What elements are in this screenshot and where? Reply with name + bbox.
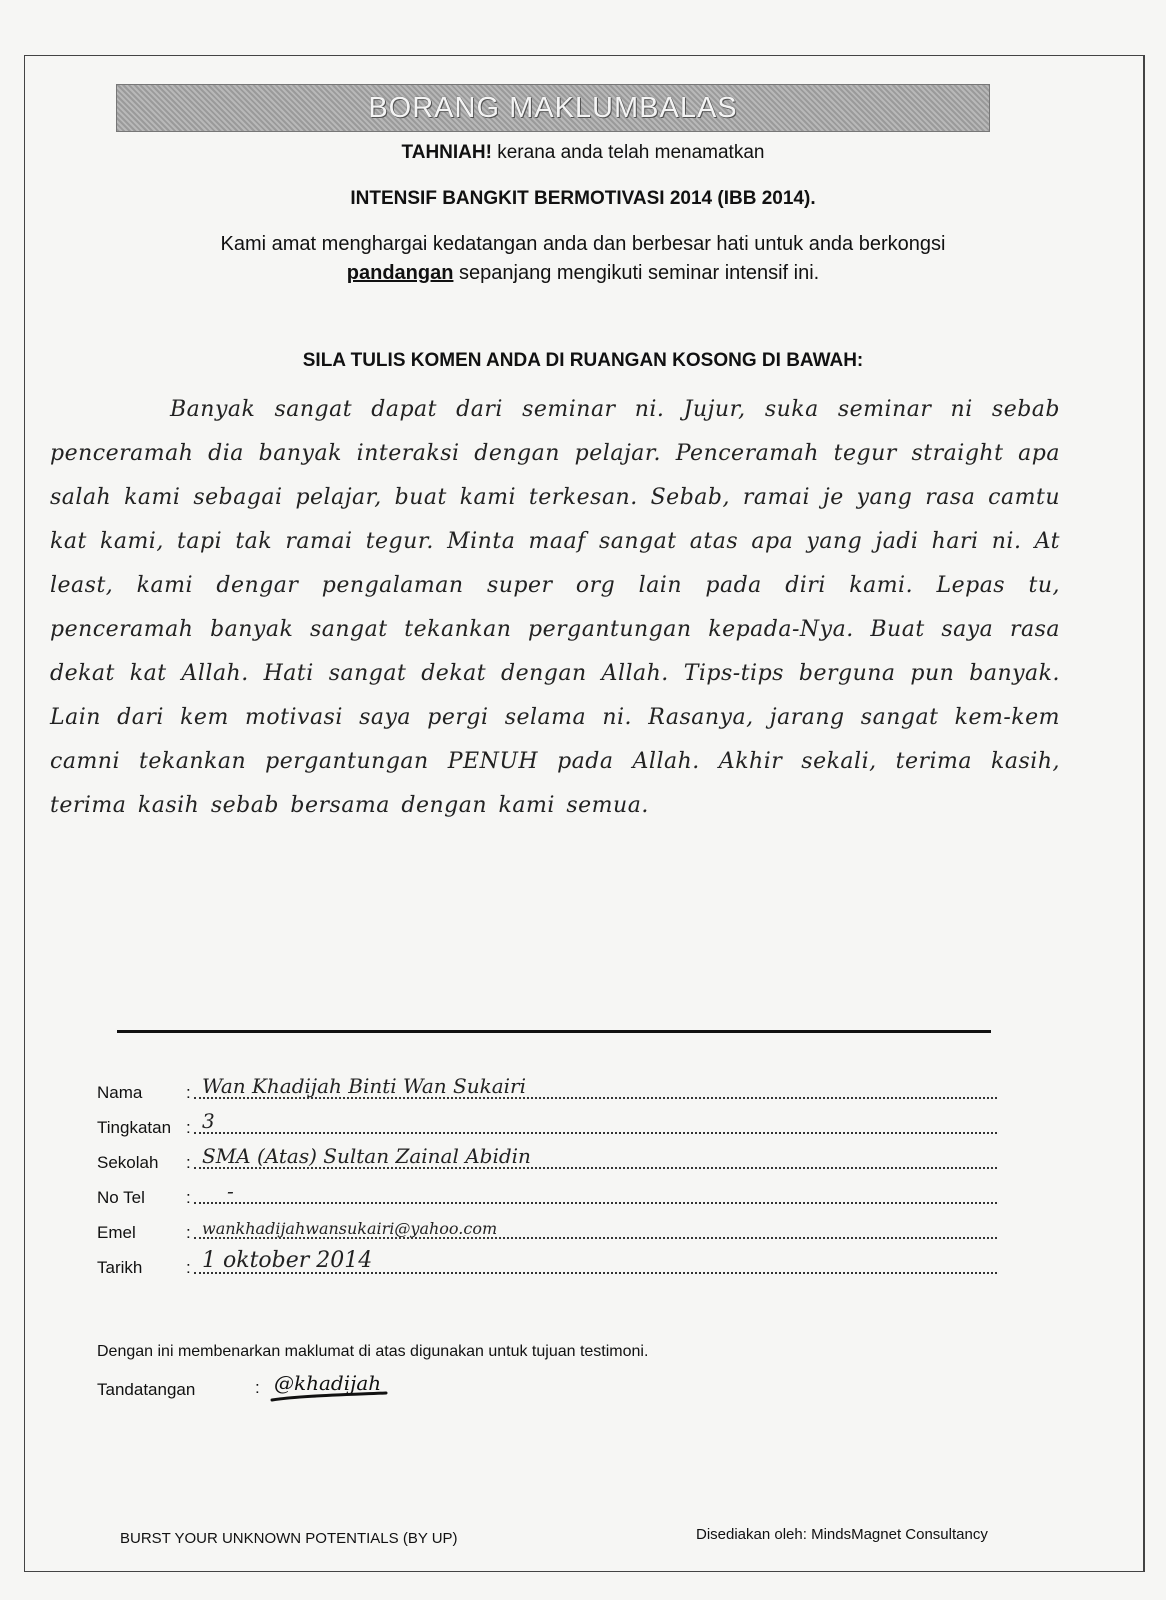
intro-paragraph [0,230,1166,288]
field-label: Tingkatan [97,1118,172,1137]
congrats-word: TAHNIAH! [401,142,492,163]
field-sekolah [97,1143,997,1173]
congrats-text: kerana anda telah menamatkan [491,142,765,163]
field-label: Tarikh [97,1258,143,1277]
field-value: 1 oktober 2014 [202,1248,373,1273]
footer-credit: Disediakan oleh: MindsMagnet Consultancy [696,1526,988,1543]
field-value: 3 [202,1109,215,1133]
field-tingkatan [97,1108,997,1138]
field-label: Emel [97,1223,136,1242]
program-name: INTENSIF BANGKIT BERMOTIVASI 2014 (IBB 2014). [350,188,816,209]
handwritten-comment: Banyak sangat dapat dari seminar ni. Jujur, suka seminar ni sebab penceramah dia banyak interaksi dengan pelajar. Penceramah tegur straight apa salah kami sebagai pelajar, buat kami terkesan. Sebab, ramai je yang rasa camtu kat kami, tapi tak ramai tegur. Minta maaf sangat atas apa yang jadi hari ni. At least, kami dengar pengalaman super org lain pada diri kami. Lepas tu, penceramah banyak sangat tekankan pergantungan kepada-Nya. Buat saya rasa dekat kat Allah. Hati sangat dekat dengan Allah. Tips-tips berguna pun banyak. Lain dari kem motivasi saya pergi selama ni. Rasanya, jarang sangat kem-kem camni tekankan pergantungan PENUH pada Allah. Akhir sekali, terima kasih, terima kasih sebab bersama dengan kami semua. [50,397,1060,818]
signature-text: @khadijah [274,1371,382,1395]
comment-instruction: SILA TULIS KOMEN ANDA DI RUANGAN KOSONG DI BAWAH: [302,350,864,371]
divider-line [117,1030,991,1033]
field-nama [97,1073,997,1103]
handwritten-signature [268,1366,398,1413]
field-colon: : [186,1188,191,1207]
field-value: Wan Khadijah Binti Wan Sukairi [202,1074,527,1098]
field-emel [97,1213,997,1243]
intro-line-2: sepanjang mengikuti seminar intensif ini. [453,262,820,284]
intro-underlined-word: pandangan [346,262,454,284]
field-label: No Tel [97,1188,145,1207]
dotted-line [194,1132,997,1134]
field-value: wankhadijahwansukairi@yahoo.com [202,1219,498,1238]
field-label: Nama [97,1083,143,1102]
congratulation-line [0,142,1166,164]
field-colon: : [186,1118,191,1137]
signature-scribble [268,1366,398,1408]
field-value: - [227,1179,234,1203]
form-title-banner [116,84,990,132]
form-title: BORANG MAKLUMBALAS [368,91,738,124]
field-colon: : [186,1223,191,1242]
signature-label: Tandatangan [97,1380,196,1399]
field-notel [97,1178,997,1208]
field-colon: : [186,1083,191,1102]
signature-colon: : [255,1378,260,1397]
confirmation-text: Dengan ini membenarkan maklumat di atas digunakan untuk tujuan testimoni. [97,1343,649,1360]
field-colon: : [186,1258,191,1277]
footer-tagline: BURST YOUR UNKNOWN POTENTIALS (BY UP) [120,1530,458,1547]
field-label: Sekolah [97,1153,159,1172]
field-tarikh [97,1248,997,1278]
intro-line-1: Kami amat menghargai kedatangan anda dan berbesar hati untuk anda berkongsi [220,233,946,255]
field-colon: : [186,1153,191,1172]
dotted-line [194,1202,997,1204]
field-value: SMA (Atas) Sultan Zainal Abidin [202,1144,531,1168]
